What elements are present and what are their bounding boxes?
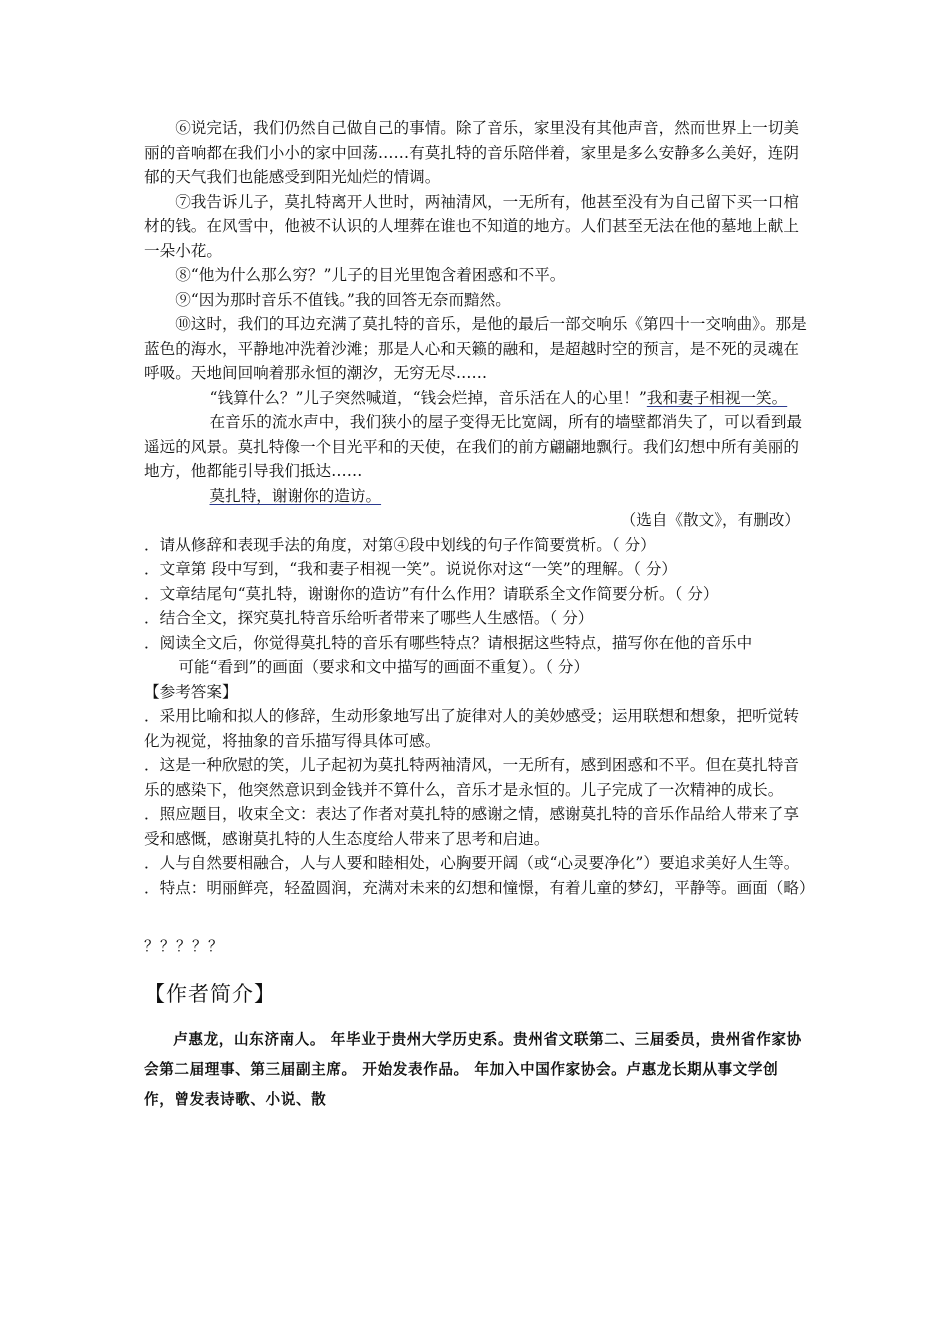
answer-2: ．这是一种欣慰的笑，儿子起初为莫扎特两袖清风，一无所有，感到困惑和不平。但在莫扎特音乐的感染下，他突然意识到金钱并不算什么，音乐才是永恒的。儿子完成了一次精神的成长。 bbox=[144, 756, 799, 799]
question-5-continued: 可能“看到”的画面（要求和文中描写的画面不重复）。（ 分） bbox=[178, 658, 590, 676]
paragraph-11-text: “钱算什么？”儿子突然喊道，“钱会烂掉，音乐活在人的心里！” bbox=[209, 388, 647, 407]
paragraph-9: ⑨“因为那时音乐不值钱。”我的回答无奈而黯然。 bbox=[175, 290, 511, 309]
paragraph-10: ⑩这时，我们的耳边充满了莫扎特的音乐，是他的最后一部交响乐《第四十一交响曲》。那是蓝色的海水，平静地冲洗着沙滩；那是人心和天籁的融和，是超越时空的预言，是不死的灵魂在呼吸。天地间回响着那永恒的潮汐，无穷无尽…… bbox=[144, 315, 807, 382]
question-5: ．阅读全文后，你觉得莫扎特的音乐有哪些特点？请根据这些特点，描写你在他的音乐中 bbox=[144, 633, 753, 652]
answer-1: ．采用比喻和拟人的修辞，生动形象地写出了旋律对人的美妙感受；运用联想和想象，把听觉转化为视觉，将抽象的音乐描写得具体可感。 bbox=[144, 707, 799, 750]
paragraph-11 bbox=[144, 386, 808, 411]
paragraph-13 bbox=[144, 484, 808, 509]
document-content bbox=[144, 116, 815, 1115]
article-source: （选自《散文》，有删改） bbox=[620, 511, 800, 529]
paragraph-7: ⑦我告诉儿子，莫扎特离开人世时，两袖清风，一无所有，他甚至没有为自己留下买一口棺材的钱。在风雪中，他被不认识的人埋葬在谁也不知道的地方。人们甚至无法在他的墓地上献上一朵小花。 bbox=[144, 192, 799, 260]
question-4: ．结合全文，探究莫扎特音乐给听者带来了哪些人生感悟。（ 分） bbox=[144, 609, 594, 627]
answer-5: ．特点：明丽鲜亮，轻盈圆润，充满对未来的幻想和憧憬，有着儿童的梦幻，平静等。画面（略） bbox=[144, 878, 815, 897]
spacer bbox=[144, 900, 808, 924]
paragraph-6: ⑥说完话，我们仍然自己做自己的事情。除了音乐，家里没有其他声音，然而世界上一切美丽的音响都在我们小小的家中回荡……有莫扎特的音乐陪伴着，家里是多么安静多么美好，连阴郁的天气我们也能感受到阳光灿烂的情调。 bbox=[144, 119, 799, 186]
garbled-heading: ？？？？？ bbox=[144, 937, 225, 955]
underlined-closing-sentence: 莫扎特，谢谢你的造访。 bbox=[209, 486, 382, 505]
paragraph-8: ⑧“他为什么那么穷？”儿子的目光里饱含着困惑和不平。 bbox=[175, 266, 566, 284]
author-intro-body: 卢惠龙，山东济南人。 年毕业于贵州大学历史系。贵州省文联第二、三届委员，贵州省作家协会第二届理事、第三届副主席。 开始发表作品。 年加入中国作家协会。卢惠龙长期从事文学创作，曾发表诗歌、小说、散 bbox=[144, 1030, 802, 1108]
answer-3: ．照应题目，收束全文：表达了作者对莫扎特的感谢之情，感谢莫扎特的音乐作品给人带来了享受和感慨，感谢莫扎特的人生态度给人带来了思考和启迪。 bbox=[144, 805, 799, 848]
question-3: ．文章结尾句“莫扎特，谢谢你的造访”有什么作用？请联系全文作简要分析。（ 分） bbox=[144, 584, 719, 603]
question-2: ．文章第 段中写到，“我和妻子相视一笑”。说说你对这“一笑”的理解。（ 分） bbox=[144, 560, 678, 578]
answers-heading: 【参考答案】 bbox=[144, 682, 238, 701]
author-intro-title: 【作者简介】 bbox=[144, 981, 276, 1006]
answer-4: ．人与自然要相融合，人与人要和睦相处，心胸要开阔（或“心灵要净化”）要追求美好人生等。 bbox=[144, 854, 800, 872]
question-1: ．请从修辞和表现手法的角度，对第④段中划线的句子作简要赏析。（ 分） bbox=[144, 535, 656, 554]
underlined-smile-sentence: 我和妻子相视一笑。 bbox=[646, 388, 788, 407]
paragraph-12: 在音乐的流水声中，我们狭小的屋子变得无比宽阔，所有的墙壁都消失了，可以看到最遥远的风景。莫扎特像一个目光平和的天使，在我们的前方翩翩地飘行。我们幻想中所有美丽的地方，他都能引导我们抵达…… bbox=[144, 413, 803, 480]
